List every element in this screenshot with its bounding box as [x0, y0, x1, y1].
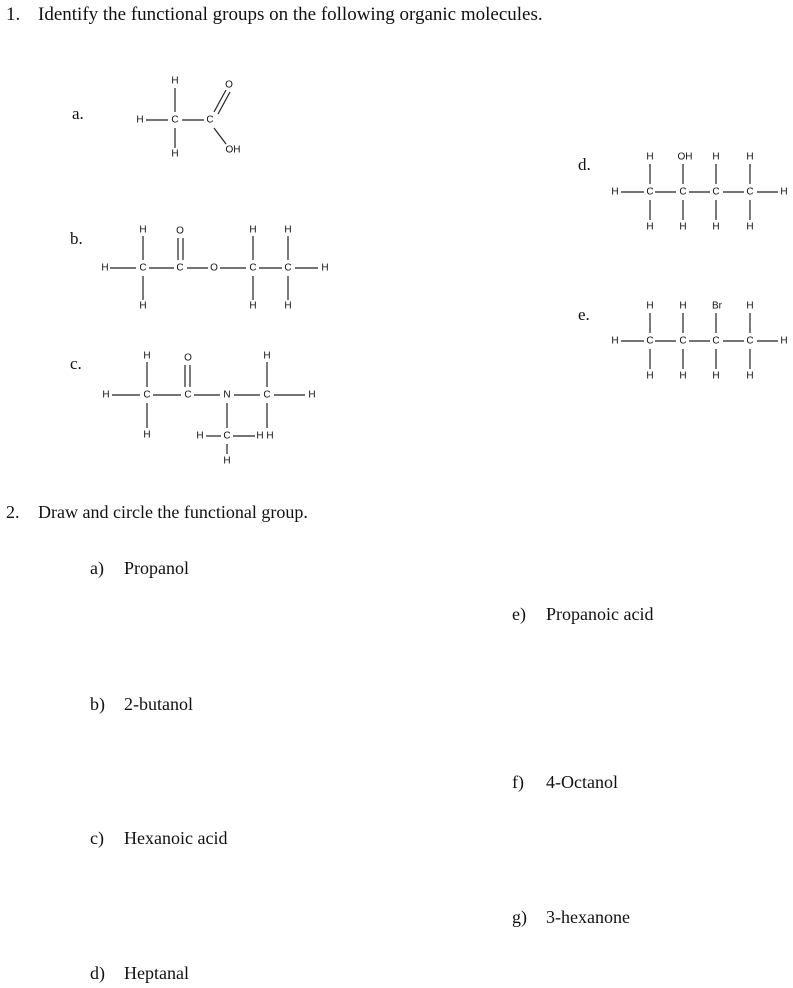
compound-e-letter: e) [512, 604, 526, 624]
atom-c: C [139, 262, 147, 274]
atom-c: C [223, 430, 231, 442]
atom-h: H [646, 221, 654, 233]
compound-g-letter: g) [512, 907, 527, 927]
atom-h: H [679, 300, 687, 312]
atom-h: H [143, 350, 151, 362]
atom-h: H [646, 151, 654, 163]
molecule-a-structure [130, 72, 250, 162]
atom-c: C [249, 262, 257, 274]
atom-c: C [184, 389, 192, 401]
atom-h: H [746, 370, 754, 382]
atom-n: N [223, 389, 231, 401]
atom-h: H [143, 429, 151, 441]
molecule-a-label: a. [72, 104, 84, 123]
compound-e-name: Propanoic acid [546, 604, 654, 624]
compound-d-name: Heptanal [124, 963, 189, 983]
compound-f-name: 4-Octanol [546, 772, 618, 792]
atom-h: H [308, 389, 316, 401]
molecule-b-structure [96, 222, 346, 317]
compound-c-name: Hexanoic acid [124, 828, 228, 848]
atom-h: H [611, 335, 619, 347]
atom-c: C [646, 335, 654, 347]
molecule-c-structure [98, 348, 323, 473]
atom-o: O [176, 225, 184, 237]
atom-h: H [171, 75, 179, 87]
compound-d-letter: d) [90, 963, 105, 983]
atom-h: H [284, 300, 292, 312]
molecule-d-structure [606, 148, 793, 238]
compound-a-name: Propanol [124, 558, 189, 578]
atom-oh: OH [225, 144, 241, 156]
question-1-text: Identify the functional groups on the following organic molecules. [38, 4, 543, 25]
question-2-text: Draw and circle the functional group. [38, 502, 308, 522]
atom-c: C [712, 335, 720, 347]
atom-c: C [679, 186, 687, 198]
atom-h: H [746, 221, 754, 233]
atom-h: H [746, 300, 754, 312]
atom-h: H [249, 300, 257, 312]
atom-h: H [611, 186, 619, 198]
compound-c-letter: c) [90, 828, 104, 848]
atom-h: H [223, 455, 231, 467]
atom-c: C [712, 186, 720, 198]
atom-c: C [263, 389, 271, 401]
atom-h: H [101, 262, 109, 274]
atom-h: H [139, 300, 147, 312]
atom-h: H [780, 335, 788, 347]
atom-o: O [184, 352, 192, 364]
question-1-number: 1. [6, 4, 21, 25]
molecule-e-label: e. [578, 305, 590, 324]
atom-c: C [143, 389, 151, 401]
bond [214, 90, 226, 112]
atom-c: C [171, 114, 179, 126]
atom-h: H [679, 370, 687, 382]
atom-h: H [780, 186, 788, 198]
atom-c: C [746, 335, 754, 347]
atom-h: H [646, 370, 654, 382]
atom-h: H [284, 224, 292, 236]
molecule-d-label: d. [578, 155, 591, 174]
atom-h: H [712, 221, 720, 233]
question-2-number: 2. [6, 502, 20, 522]
atom-h: H [263, 350, 271, 362]
atom-h: H [102, 389, 110, 401]
bond [214, 128, 226, 144]
atom-c: C [284, 262, 292, 274]
compound-f-letter: f) [512, 772, 524, 792]
atom-h: H [712, 370, 720, 382]
atom-oh: OH [677, 151, 693, 163]
compound-b-name: 2-butanol [124, 694, 193, 714]
atom-c: C [746, 186, 754, 198]
atom-c: C [206, 114, 214, 126]
atom-h: H [249, 224, 257, 236]
atom-h: H [646, 300, 654, 312]
atom-h: H [266, 430, 274, 442]
atom-br: Br [712, 300, 722, 312]
atom-h: H [712, 151, 720, 163]
compound-b-letter: b) [90, 694, 105, 714]
atom-o: O [225, 79, 233, 91]
molecule-c-label: c. [70, 354, 82, 373]
atom-h: H [746, 151, 754, 163]
atom-h: H [171, 148, 179, 160]
atom-c: C [679, 335, 687, 347]
atom-h: H [136, 114, 144, 126]
compound-g-name: 3-hexanone [546, 907, 630, 927]
molecule-e-structure [606, 297, 793, 387]
atom-h: H [256, 430, 264, 442]
atom-h: H [321, 262, 329, 274]
atom-c: C [646, 186, 654, 198]
atom-h: H [679, 221, 687, 233]
molecule-b-label: b. [70, 229, 83, 248]
atom-o: O [210, 262, 218, 274]
atom-c: C [176, 262, 184, 274]
bond [218, 92, 230, 114]
atom-h: H [139, 224, 147, 236]
compound-a-letter: a) [90, 558, 104, 578]
atom-h: H [196, 430, 204, 442]
